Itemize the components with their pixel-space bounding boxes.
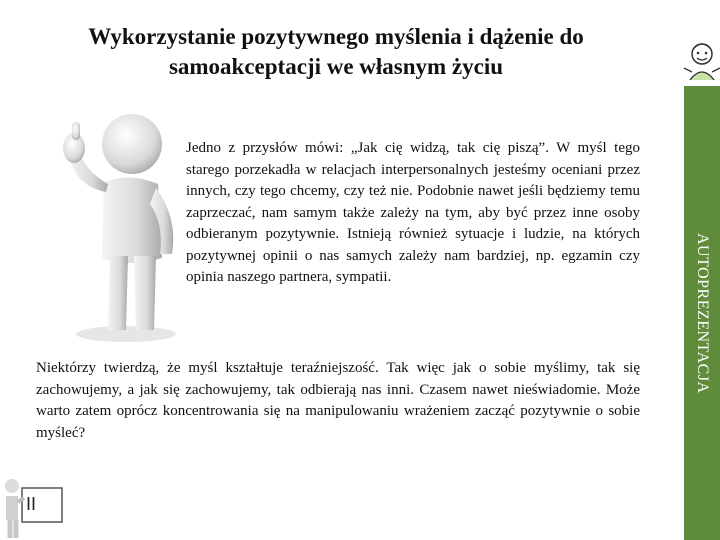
body-paragraph: Niektórzy twierdzą, że myśl kształtuje teraźniejszość. Tak więc jak o sobie myślimy, tak się zachowujemy, a jak się zachowujemy, tak odbierają nas inni. Czasem nawet nieświadomie. Może warto zatem oprócz koncentrowania się na manipulowaniu wrażeniem zacząć pozytywnie o sobie myśleć? [36,360,640,441]
sidebar-label: AUTOPREZENTACJA [694,232,711,394]
slide-title: Wykorzystanie pozytywnego myślenia i dążenie do samoakceptacji we własnym życiu [88,24,584,79]
sidebar-bar [684,86,720,540]
mascot-icon [682,40,720,84]
board-label: II [26,494,37,514]
thumbs-up-figure-icon [60,108,190,344]
intro-paragraph: Jedno z przysłów mówi: „Jak cię widzą, tak cię piszą”. W myśl tego starego porzekadła w relacjach interpersonalnych jesteśmy oceniani przez innych, czy tego chcemy, czy też nie. Podobnie nawet jeśli będziemy temu zaprzeczać, nam samym także zależy na tym, aby być przez inne osoby odbieranym pozytywnie. Istnieją również sytuacje i ludzie, na których pozytywnej opinii o nas samych zależy nam bardziej, np. egzamin czy opinia naszego partnera, sympatii. [186,140,640,285]
